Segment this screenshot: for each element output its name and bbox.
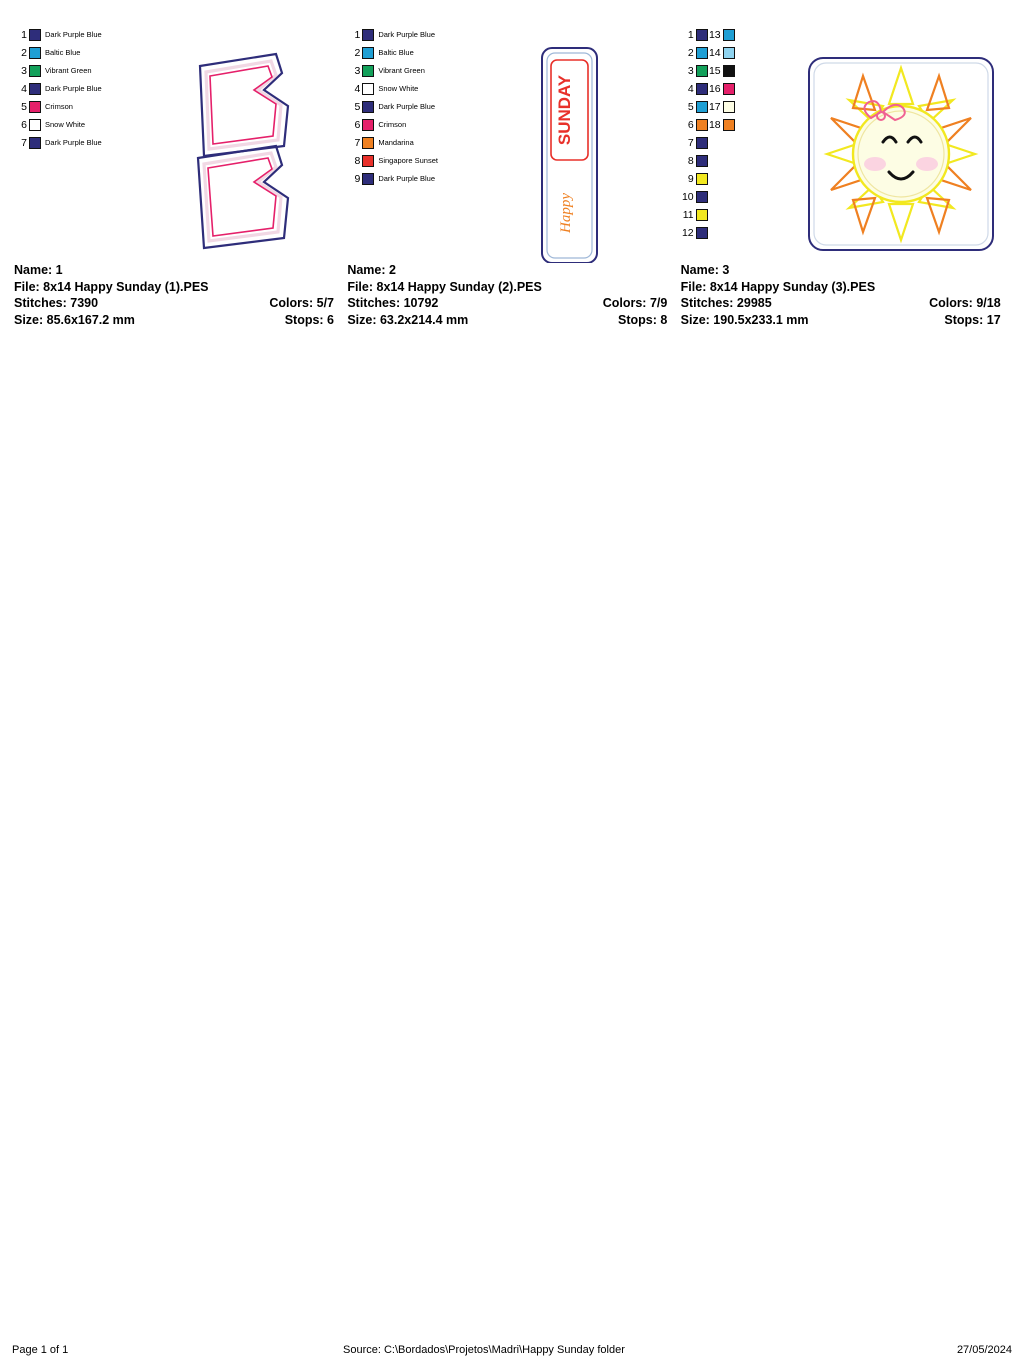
- color-row: [708, 116, 735, 134]
- color-name: Vibrant Green: [378, 66, 425, 75]
- color-row: [14, 80, 102, 98]
- color-swatch: [29, 137, 41, 149]
- color-index: 4: [354, 83, 361, 95]
- color-index: 3: [687, 65, 694, 77]
- color-index: 17: [708, 101, 721, 113]
- color-index: 1: [354, 29, 361, 41]
- color-swatch: [696, 137, 708, 149]
- design-colors: Colors: 9/18: [929, 296, 1001, 310]
- color-swatch: [29, 47, 41, 59]
- color-swatch: [696, 29, 708, 41]
- color-row: [14, 134, 102, 152]
- color-name: Dark Purple Blue: [45, 138, 102, 147]
- color-row: [681, 134, 708, 152]
- color-name: Snow White: [45, 120, 86, 129]
- color-row: [681, 80, 708, 98]
- design-stitches: Stitches: 29985: [680, 296, 772, 310]
- color-index: 6: [21, 119, 27, 131]
- color-swatch: [723, 47, 735, 59]
- color-index: 6: [687, 119, 694, 131]
- color-row: [347, 98, 438, 116]
- color-index: 1: [21, 29, 27, 41]
- color-index: 8: [354, 155, 361, 167]
- color-row: [708, 62, 735, 80]
- color-swatch: [696, 47, 708, 59]
- color-index: 18: [708, 119, 721, 131]
- color-name: Snow White: [378, 84, 419, 93]
- color-row: [708, 98, 735, 116]
- design-name: Name: 1: [14, 263, 63, 277]
- page-footer: [0, 1344, 1024, 1356]
- color-row: [708, 80, 735, 98]
- color-row: [681, 98, 708, 116]
- design-file: File: 8x14 Happy Sunday (3).PES: [680, 279, 876, 294]
- design-stops: Stops: 8: [618, 312, 668, 327]
- design-stops: Stops: 6: [284, 312, 334, 327]
- color-row: [681, 44, 708, 62]
- color-swatch: [29, 101, 41, 113]
- color-name: Dark Purple Blue: [45, 30, 102, 39]
- design-size: Size: 190.5x233.1 mm: [680, 312, 809, 327]
- color-index: 5: [21, 101, 27, 113]
- color-list-2: [347, 26, 438, 188]
- color-row: [14, 98, 102, 116]
- color-swatch: [696, 173, 708, 185]
- color-swatch: [696, 191, 708, 203]
- color-swatch: [29, 83, 41, 95]
- design-file: File: 8x14 Happy Sunday (2).PES: [347, 279, 542, 294]
- color-row: [14, 116, 102, 134]
- design-block-1: [14, 18, 347, 338]
- design-stitches: Stitches: 10792: [347, 296, 439, 310]
- color-index: 3: [354, 65, 361, 77]
- color-index: 14: [708, 47, 721, 59]
- color-row: [14, 62, 102, 80]
- color-name: Crimson: [378, 120, 407, 129]
- color-index: 2: [687, 47, 694, 59]
- color-index: 2: [21, 47, 27, 59]
- color-index: 10: [681, 191, 694, 203]
- color-name: Baltic Blue: [378, 48, 414, 57]
- color-row: [347, 26, 438, 44]
- design-stitches: Stitches: 7390: [14, 296, 99, 310]
- color-column-right-3: [708, 26, 735, 242]
- color-name: Baltic Blue: [45, 48, 81, 57]
- design-size: Size: 85.6x167.2 mm: [14, 312, 135, 327]
- color-swatch: [696, 119, 708, 131]
- color-row: [681, 62, 708, 80]
- color-index: 9: [687, 173, 694, 185]
- color-swatch: [696, 209, 708, 221]
- color-name: Dark Purple Blue: [45, 84, 102, 93]
- color-swatch: [362, 155, 374, 167]
- color-index: 7: [21, 137, 27, 149]
- color-index: 11: [682, 209, 694, 221]
- design-colors: Colors: 7/9: [602, 296, 668, 310]
- color-row: [347, 44, 438, 62]
- color-swatch: [696, 101, 708, 113]
- color-index: 4: [687, 83, 694, 95]
- color-swatch: [362, 29, 374, 41]
- color-swatch: [696, 227, 708, 239]
- design-preview-1: [164, 28, 324, 268]
- design2-label-sunday: SUNDAY: [555, 74, 575, 146]
- color-row: [708, 26, 735, 44]
- design-info-3: [681, 262, 1001, 328]
- color-row: [347, 134, 438, 152]
- color-swatch: [696, 155, 708, 167]
- color-row: [14, 44, 102, 62]
- design-block-3: [681, 18, 1014, 338]
- color-index: 5: [354, 101, 361, 113]
- color-column-left-1: [14, 26, 102, 152]
- color-swatch: [29, 29, 41, 41]
- color-index: 13: [708, 29, 721, 41]
- color-swatch: [723, 65, 735, 77]
- color-row: [681, 116, 708, 134]
- color-name: Crimson: [45, 102, 73, 111]
- color-row: [14, 26, 102, 44]
- color-swatch: [723, 83, 735, 95]
- color-index: 16: [708, 83, 721, 95]
- color-row: [347, 80, 438, 98]
- color-swatch: [696, 65, 708, 77]
- color-index: 5: [687, 101, 694, 113]
- color-swatch: [723, 119, 735, 131]
- designs-row: [14, 18, 1014, 338]
- color-swatch: [29, 119, 41, 131]
- color-column-left-2: [347, 26, 438, 188]
- color-row: [681, 170, 708, 188]
- color-swatch: [723, 29, 735, 41]
- color-swatch: [696, 83, 708, 95]
- color-index: 4: [21, 83, 27, 95]
- color-swatch: [362, 137, 374, 149]
- design-block-2: [347, 18, 680, 338]
- color-row: [708, 44, 735, 62]
- color-index: 9: [354, 173, 361, 185]
- color-row: [347, 116, 438, 134]
- design-preview-2: [517, 38, 647, 268]
- footer-page-number: Page 1 of 1: [12, 1344, 69, 1356]
- color-swatch: [362, 83, 374, 95]
- design-info-2: [347, 262, 667, 328]
- color-column-left-3: [681, 26, 708, 242]
- color-name: Dark Purple Blue: [378, 102, 436, 111]
- design-name: Name: 3: [680, 263, 730, 277]
- color-row: [681, 26, 708, 44]
- color-index: 8: [687, 155, 694, 167]
- color-swatch: [723, 101, 735, 113]
- color-index: 12: [681, 227, 694, 239]
- color-row: [681, 224, 708, 242]
- color-row: [347, 62, 438, 80]
- design-file: File: 8x14 Happy Sunday (1).PES: [14, 279, 209, 294]
- color-name: Dark Purple Blue: [378, 174, 436, 183]
- color-index: 2: [354, 47, 361, 59]
- color-swatch: [362, 119, 374, 131]
- color-index: 7: [687, 137, 694, 149]
- color-name: Vibrant Green: [45, 66, 92, 75]
- color-swatch: [362, 47, 374, 59]
- color-list-3: [681, 26, 735, 242]
- color-swatch: [29, 65, 41, 77]
- design2-label-happy: Happy: [558, 193, 575, 233]
- color-list-1: [14, 26, 102, 152]
- design-colors: Colors: 5/7: [269, 296, 334, 310]
- color-row: [681, 206, 708, 224]
- color-index: 6: [354, 119, 361, 131]
- design-info-1: [14, 262, 334, 328]
- color-index: 7: [354, 137, 361, 149]
- color-row: [681, 152, 708, 170]
- color-index: 3: [21, 65, 27, 77]
- design-name: Name: 2: [347, 263, 396, 277]
- color-row: [347, 170, 438, 188]
- color-name: Dark Purple Blue: [378, 30, 436, 39]
- color-swatch: [362, 65, 374, 77]
- color-row: [681, 188, 708, 206]
- design-stops: Stops: 17: [944, 312, 1001, 327]
- color-swatch: [362, 173, 374, 185]
- color-row: [347, 152, 438, 170]
- color-index: 15: [708, 65, 721, 77]
- footer-date: 27/05/2024: [956, 1344, 1012, 1356]
- design-preview-3: [801, 46, 1001, 266]
- color-index: 1: [687, 29, 694, 41]
- footer-source: Source: C:\Bordados\Projetos\Madri\Happy Sunday folder: [343, 1344, 625, 1356]
- design-size: Size: 63.2x214.4 mm: [347, 312, 469, 327]
- color-name: Singapore Sunset: [378, 156, 438, 165]
- color-name: Mandarina: [378, 138, 414, 147]
- color-swatch: [362, 101, 374, 113]
